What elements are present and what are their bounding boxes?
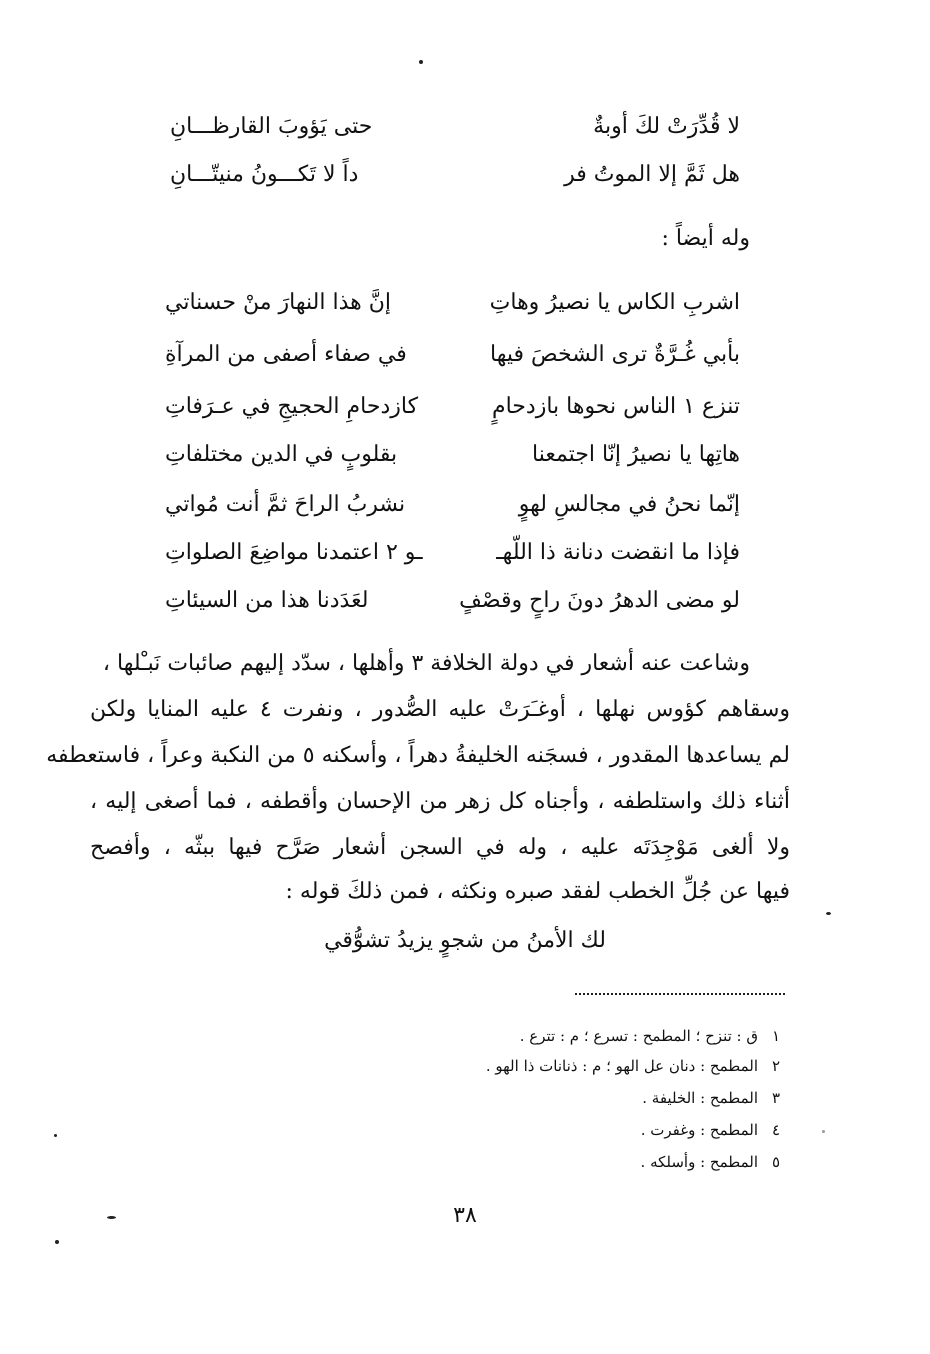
hemistich-first: بأبي غُـرَّةٌ ترى الشخصَ فيها <box>490 341 740 367</box>
prose-line-2: وسقاهم كؤوس نهلها ، أوغـَرَتْ عليه الصُّدور ، ونفرت ٤ عليه المنايا ولكن <box>90 697 791 722</box>
hemistich-second: لعَدَدنا هذا من السيئاتِ <box>165 587 369 613</box>
prose-line-5: ولا ألغى مَوْجِدَتَه عليه ، وله في السجن أشعار صَرَّح فيها ببثّه ، وأفصح <box>90 835 790 860</box>
hemistich-first: تنزع ١ الناس نحوها بازدحامٍ <box>491 393 740 419</box>
footnote-text: المطمح : وأسلكه . <box>640 1153 758 1171</box>
footnote-number: ٤ <box>771 1121 780 1139</box>
footnote-text: المطمح : دنان عل الهو ؛ م : ذنانات ذا الهو . <box>485 1057 758 1075</box>
poem-2-verse-6 <box>165 532 740 572</box>
prose-line-3: لم يساعدها المقدور ، فسجَنه الخليفةُ دهراً ، وأسكنه ٥ من النكبة وعراً ، فاستعطفه <box>46 743 790 768</box>
poem-2-verse-4 <box>165 434 740 474</box>
hemistich-second: في صفاء أصفى من المرآةِ <box>165 341 407 367</box>
footnote-3 <box>642 1088 780 1108</box>
footnote-1 <box>520 1026 780 1046</box>
footnote-text: ق : تنزح ؛ المطمح : تسرع ؛ م : تترع . <box>519 1027 758 1045</box>
poem-2-verse-3 <box>165 386 740 426</box>
poem-2-verse-1 <box>165 282 740 322</box>
hemistich-second: نشربُ الراحَ ثمَّ أنت مُواتي <box>165 491 406 517</box>
poem-1-verse-2 <box>170 154 740 194</box>
footnote-number: ٥ <box>771 1153 780 1171</box>
prose-line-4: أثناء ذلك واستلطفه ، وأجناه كل زهر من الإحسان وأقطفه ، فما أصغى إليه ، <box>90 789 790 814</box>
scan-speck <box>54 1134 57 1137</box>
poem-1-verse-1 <box>170 106 740 146</box>
section-heading: وله أيضاً : <box>661 226 750 251</box>
footnote-4 <box>641 1120 780 1140</box>
scan-speck <box>822 1130 825 1133</box>
footnote-number: ٣ <box>771 1089 780 1107</box>
scan-speck <box>826 912 831 915</box>
footnote-number: ٢ <box>771 1057 780 1075</box>
footnote-separator <box>575 993 785 995</box>
page-number: ٣٨ <box>453 1203 477 1228</box>
hemistich-second: إنَّ هذا النهارَ منْ حسناتي <box>165 289 391 315</box>
prose-line-6: فيها عن جُلِّ الخطب لفقد صبره ونكثه ، فمن ذلكَ قوله : <box>285 879 790 904</box>
hemistich-first: إنّما نحنُ في مجالسِ لهوٍ <box>518 491 740 517</box>
prose-line-1: وشاعت عنه أشعار في دولة الخلافة ٣ وأهلها ، سدّد إليهم صائبات نَبـْلها ، <box>102 651 750 676</box>
hemistich-second: بقلوبٍ في الدين مختلفاتِ <box>165 441 398 467</box>
hemistich-second: كازدحامِ الحجيجِ في عـرَفاتِ <box>165 393 419 419</box>
hemistich-first: فإذا ما انقضت دنانة ذا اللّهـ <box>496 539 740 565</box>
scan-speck <box>419 60 423 64</box>
hemistich-first: هاتِها يا نصيرُ إنّا اجتمعنا <box>531 441 740 467</box>
scan-speck <box>107 1216 116 1219</box>
hemistich-second: داً لا تَكـــونُ منيتّـــانِ <box>170 161 359 187</box>
quoted-verse: لك الأمنُ من شجوٍ يزيدُ تشوُّقي <box>324 928 606 953</box>
hemistich-first: اشربِ الكاس يا نصيرُ وهاتِ <box>489 289 740 315</box>
scan-speck <box>55 1240 59 1244</box>
hemistich-first: لا قُدِّرَتْ لكَ أوبةٌ <box>593 113 740 139</box>
hemistich-second: حتى يَؤوبَ القارظـــانِ <box>170 113 373 139</box>
footnote-2 <box>486 1056 780 1076</box>
footnote-text: المطمح : الخليفة . <box>642 1089 758 1107</box>
footnote-text: المطمح : وغفرت . <box>640 1121 758 1139</box>
poem-2-verse-5 <box>165 484 740 524</box>
poem-2-verse-2 <box>165 334 740 374</box>
poem-2-verse-7 <box>165 580 740 620</box>
footnote-number: ١ <box>771 1027 780 1045</box>
hemistich-first: هل ثَمَّ إلا الموتُ فر <box>564 161 740 187</box>
footnote-5 <box>641 1152 780 1172</box>
hemistich-first: لو مضى الدهرُ دونَ راحٍ وقصْفٍ <box>459 587 740 613</box>
hemistich-second: ـو ٢ اعتمدنا مواضِعَ الصلواتِ <box>165 539 423 565</box>
